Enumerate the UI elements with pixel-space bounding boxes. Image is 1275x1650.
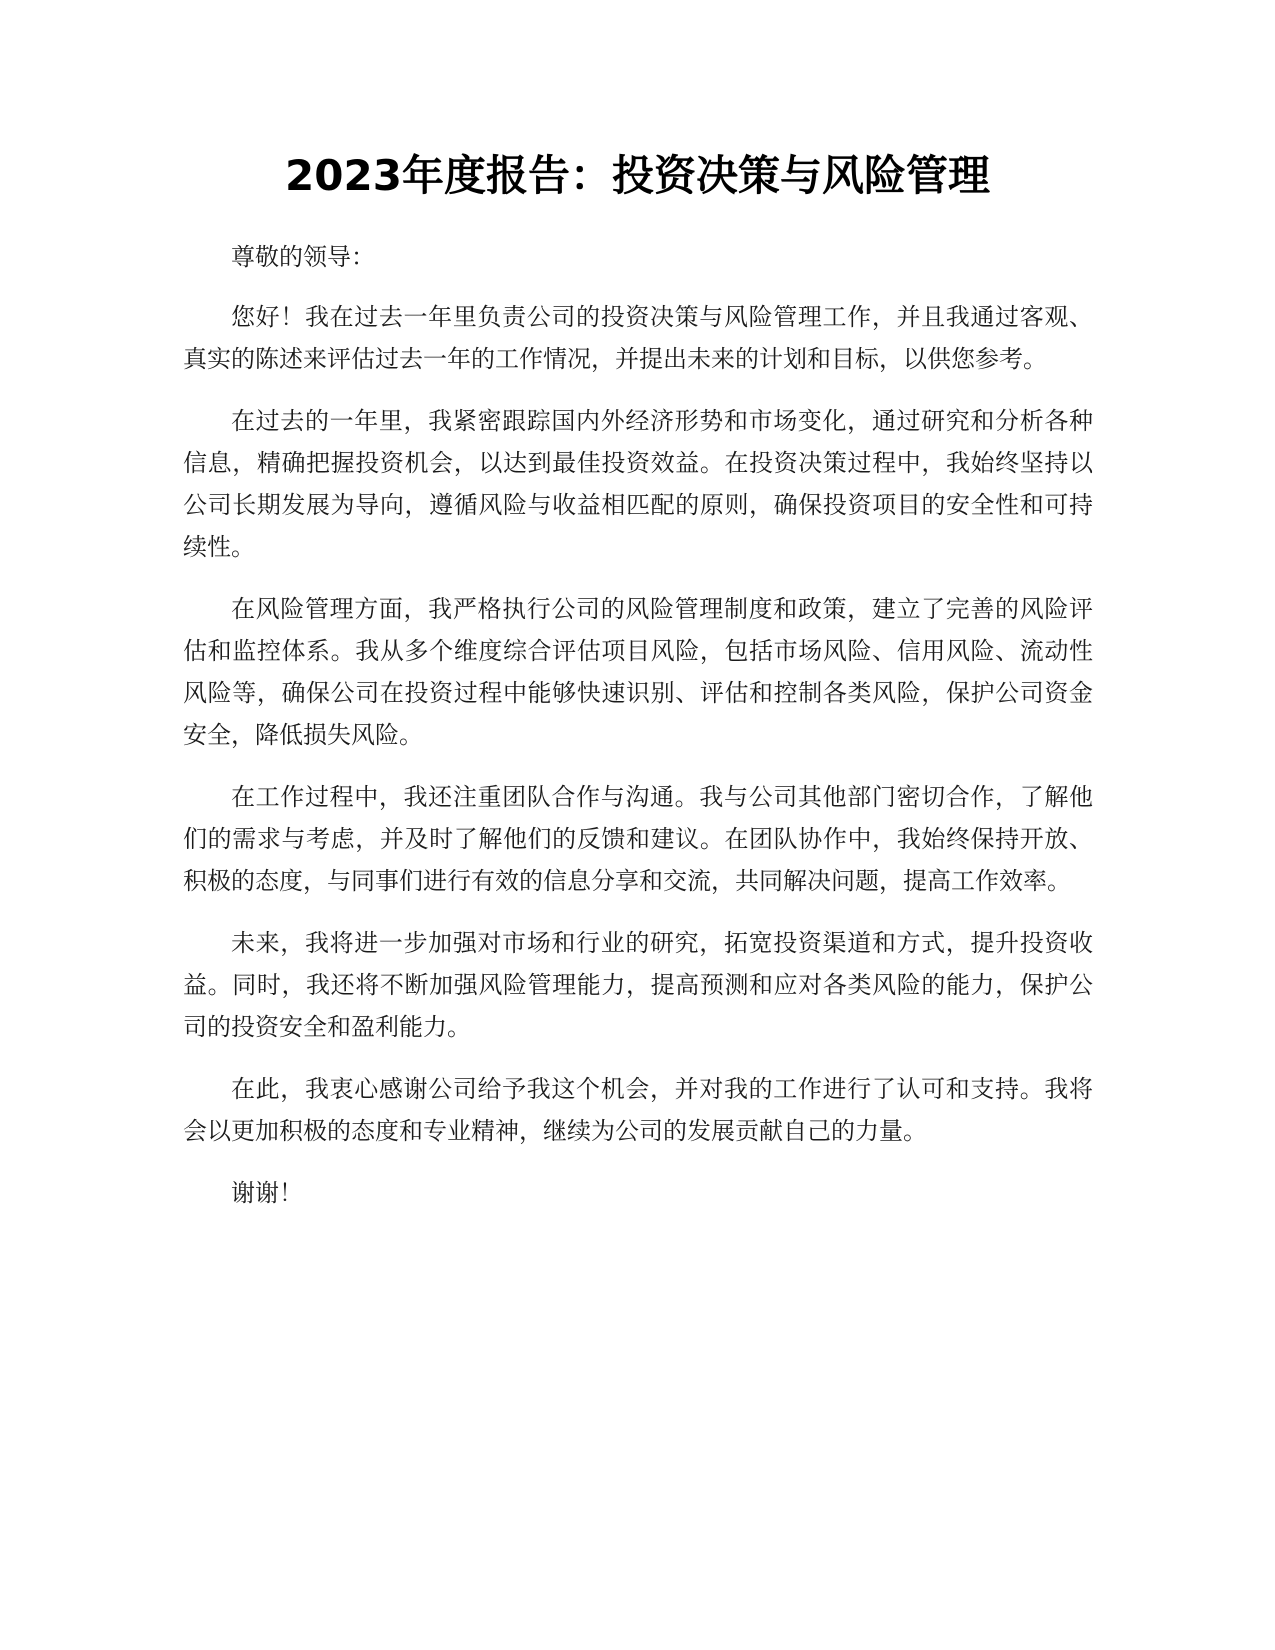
paragraph-future-plans: 未来，我将进一步加强对市场和行业的研究，拓宽投资渠道和方式，提升投资收益。同时，我还将不断加强风险管理能力，提高预测和应对各类风险的能力，保护公司的投资安全和盈利能力。 [183,929,1093,1041]
paragraph-gratitude: 在此，我衷心感谢公司给予我这个机会，并对我的工作进行了认可和支持。我将会以更加积极的态度和专业精神，继续为公司的发展贡献自己的力量。 [183,1075,1093,1145]
closing: 谢谢！ [231,1179,303,1207]
paragraph-risk-management: 在风险管理方面，我严格执行公司的风险管理制度和政策，建立了完善的风险评估和监控体系。我从多个维度综合评估项目风险，包括市场风险、信用风险、流动性风险等，确保公司在投资过程中能够快速识别、评估和控制各类风险，保护公司资金安全，降低损失风险。 [183,595,1093,749]
document-title: 2023年度报告：投资决策与风险管理 [285,151,990,200]
paragraph-teamwork: 在工作过程中，我还注重团队合作与沟通。我与公司其他部门密切合作，了解他们的需求与考虑，并及时了解他们的反馈和建议。在团队协作中，我始终保持开放、积极的态度，与同事们进行有效的信息分享和交流，共同解决问题，提高工作效率。 [183,783,1093,895]
paragraph-investment-decisions: 在过去的一年里，我紧密跟踪国内外经济形势和市场变化，通过研究和分析各种信息，精确把握投资机会，以达到最佳投资效益。在投资决策过程中，我始终坚持以公司长期发展为导向，遵循风险与收益相匹配的原则，确保投资项目的安全性和可持续性。 [183,407,1093,561]
document-body [183,236,1093,1234]
salutation: 尊敬的领导： [231,243,375,271]
paragraph-greeting: 您好！我在过去一年里负责公司的投资决策与风险管理工作，并且我通过客观、真实的陈述来评估过去一年的工作情况，并提出未来的计划和目标，以供您参考。 [183,303,1093,373]
